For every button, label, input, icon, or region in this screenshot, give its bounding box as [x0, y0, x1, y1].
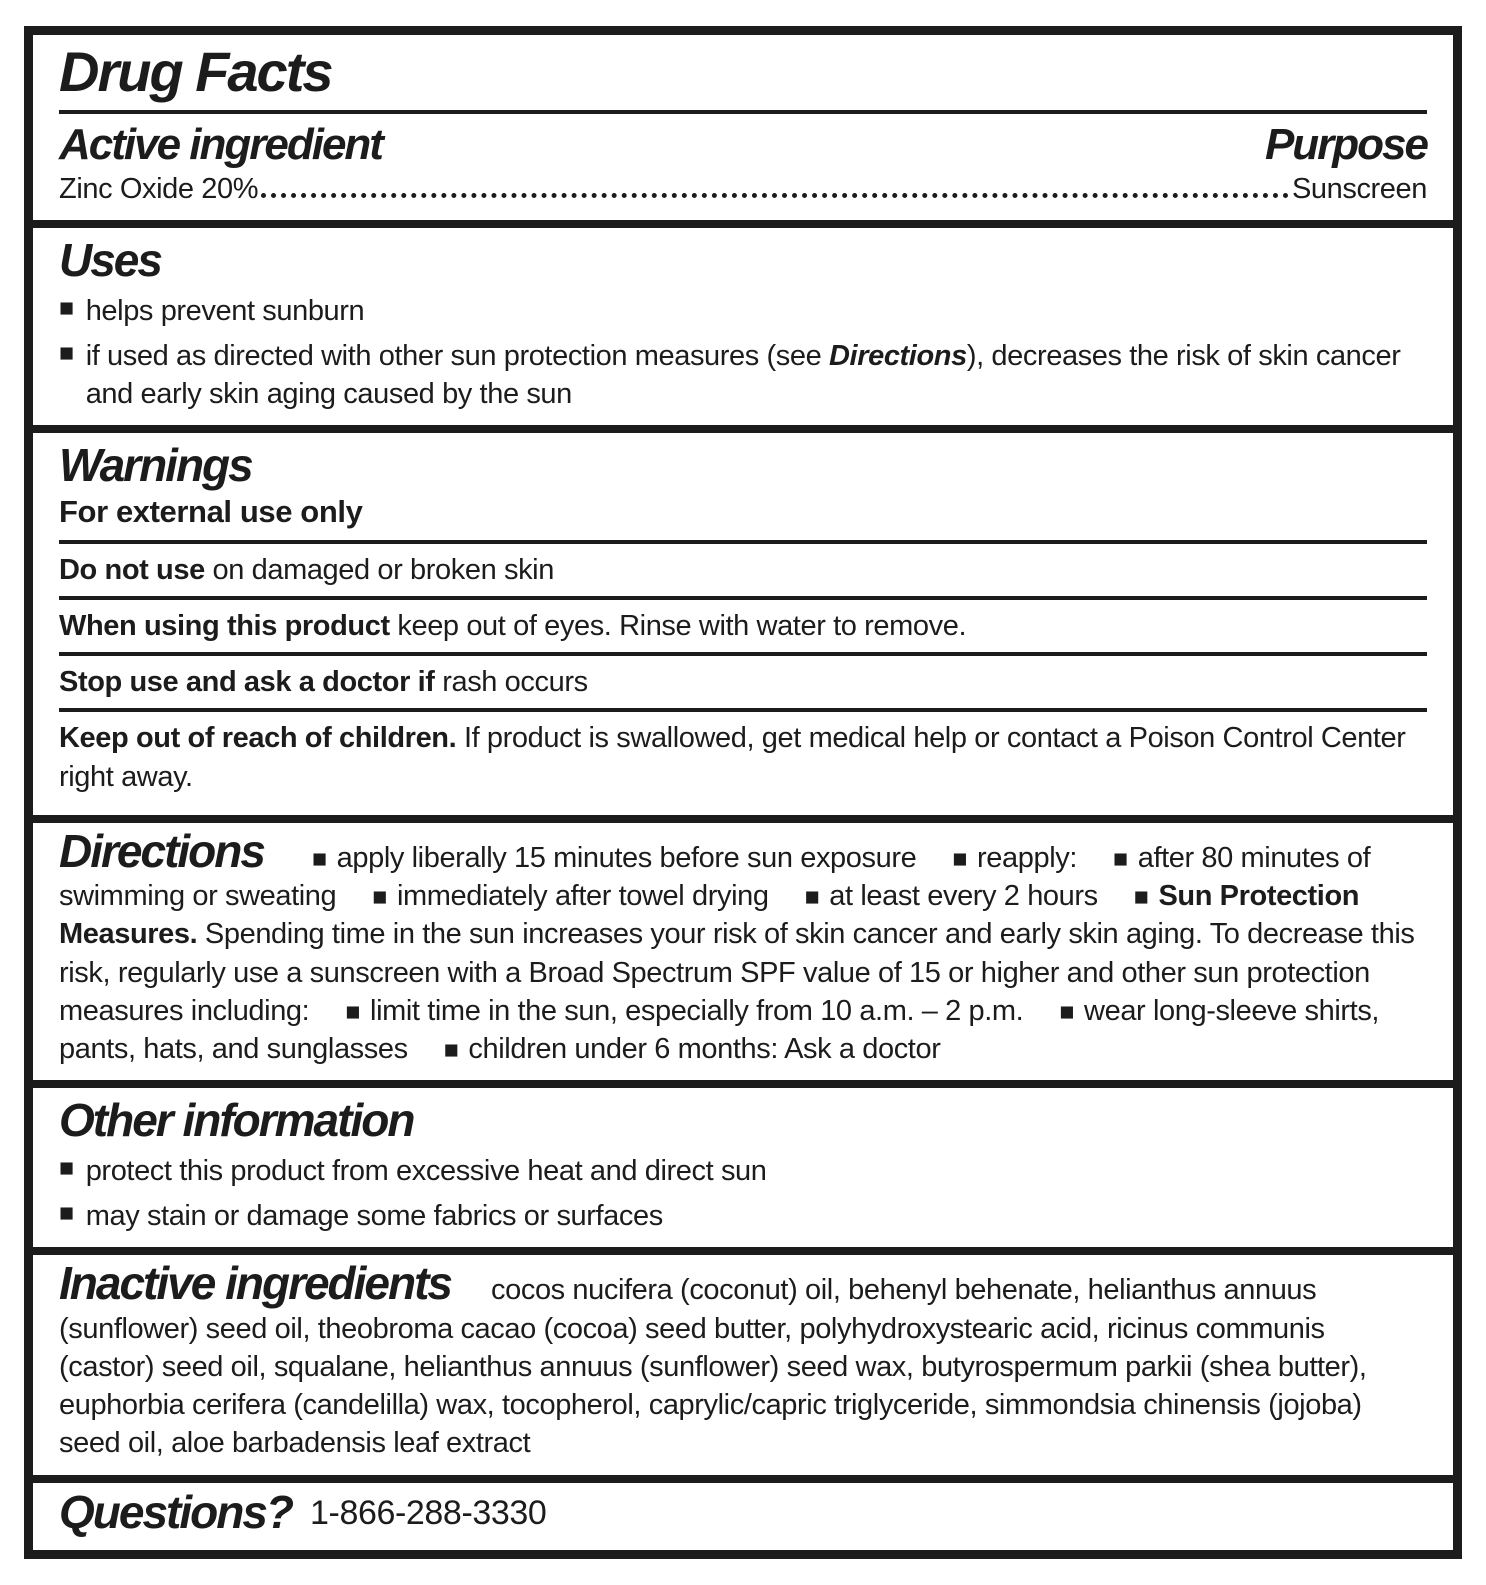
questions-heading: Questions? — [59, 1485, 293, 1538]
bullet-square-icon: ■ — [59, 1199, 74, 1228]
directions-section — [33, 815, 1453, 1081]
warning-row: When using this product keep out of eyes. Rinse with water to remove. — [59, 596, 1427, 652]
other-info-text: may stain or damage some fabrics or surfaces — [85, 1200, 663, 1233]
directions-heading: Directions — [59, 824, 264, 877]
direction-item: ■ limit time in the sun, especially from 10 a.m. – 2 p.m. — [345, 994, 1024, 1027]
inactive-ingredients-text: Inactive ingredients cocos nucifera (coconut) oil, behenyl behenate, helianthus annuus (sunflower) seed oil, theobroma cacao (cocoa) seed butter, polyhydroxystearic acid, ricinus communis (castor) seed oil, squalane, helianthus annuus (sunflower) seed wax, butyrospermum parkii (shea butter), euphorbia cerifera (candelilla) wax, tocopherol, caprylic/capric triglyceride, simmondsia chinensis (jojoba) seed oil, aloe barbadensis leaf extract — [59, 1257, 1367, 1460]
bullet-square-icon: ■ — [1113, 844, 1128, 873]
inactive-ingredients-heading: Inactive ingredients — [59, 1257, 452, 1310]
dotted-leader — [261, 193, 1289, 198]
purpose-heading: Purpose — [1264, 119, 1427, 169]
warnings-section — [33, 425, 1453, 815]
bullet-square-icon: ■ — [345, 997, 361, 1026]
bullet-square-icon: ■ — [372, 883, 387, 912]
directions-text — [59, 824, 1427, 1069]
bullet-square-icon: ■ — [59, 293, 74, 322]
bullet-square-icon: ■ — [1059, 997, 1075, 1026]
bullet-square-icon: ■ — [311, 844, 327, 873]
other-information-section — [33, 1080, 1453, 1247]
uses-section — [33, 220, 1453, 425]
bullet-square-icon: ■ — [443, 1036, 459, 1065]
inactive-ingredients-section — [33, 1247, 1453, 1474]
direction-item: ■ wear long-sleeve shirts, pants, hats, and sunglasses — [59, 994, 1380, 1066]
active-ingredient-header-row — [59, 119, 1427, 169]
bullet-square-icon: ■ — [952, 844, 968, 873]
direction-item: ■ immediately after towel drying — [372, 880, 769, 913]
list-item — [59, 1152, 1427, 1190]
purpose-value: Sunscreen — [1291, 172, 1427, 205]
warning-row: Keep out of reach of children. If product is swallowed, get medical help or contact a Poison Control Center right away. — [59, 708, 1427, 803]
direction-item: ■ at least every 2 hours — [804, 880, 1098, 913]
other-info-text: protect this product from excessive heat and direct sun — [85, 1154, 767, 1187]
page-title: Drug Facts — [59, 40, 332, 103]
directions-reference: Directions — [829, 339, 967, 372]
active-ingredient-row — [59, 170, 1427, 208]
warning-row: Do not use on damaged or broken skin — [59, 540, 1427, 596]
use-text: helps prevent sunburn — [85, 294, 365, 327]
direction-item: ■ Sun Protection Measures. Spending time in the sun increases your risk of skin cancer and early skin aging. To decrease this risk, regularly use a sunscreen with a Broad Spectrum SPF value of 15 or higher and other sun protection measures including: — [59, 880, 1415, 1027]
ingredient-name: Zinc Oxide 20% — [59, 172, 259, 205]
uses-heading: Uses — [59, 234, 161, 287]
warning-row: For external use only — [59, 493, 363, 529]
header-section — [33, 35, 1453, 220]
direction-item: ■ after 80 minutes of swimming or sweating — [59, 841, 1371, 913]
direction-item: ■ apply liberally 15 minutes before sun exposure — [311, 841, 917, 874]
questions-phone-number: 1-866-288-3330 — [310, 1493, 547, 1532]
list-item — [59, 1197, 1427, 1235]
bullet-square-icon: ■ — [804, 883, 820, 912]
direction-item: ■ reapply: — [952, 841, 1078, 874]
list-item — [59, 337, 1427, 414]
bullet-square-icon: ■ — [59, 1153, 74, 1182]
drug-facts-label — [24, 26, 1462, 1559]
use-text: if used as directed with other sun protection measures (see Directions), decreases the risk of skin cancer and early skin aging caused by the sun — [85, 339, 1401, 411]
divider — [59, 110, 1427, 114]
bullet-square-icon: ■ — [1133, 883, 1149, 912]
bullet-square-icon: ■ — [59, 338, 74, 367]
warning-row: Stop use and ask a doctor if rash occurs — [59, 652, 1427, 708]
warnings-heading: Warnings — [59, 439, 252, 492]
direction-item: ■ children under 6 months: Ask a doctor — [443, 1033, 941, 1066]
list-item — [59, 292, 1427, 330]
active-ingredient-heading: Active ingredient — [59, 119, 382, 169]
other-information-heading: Other information — [59, 1094, 414, 1147]
